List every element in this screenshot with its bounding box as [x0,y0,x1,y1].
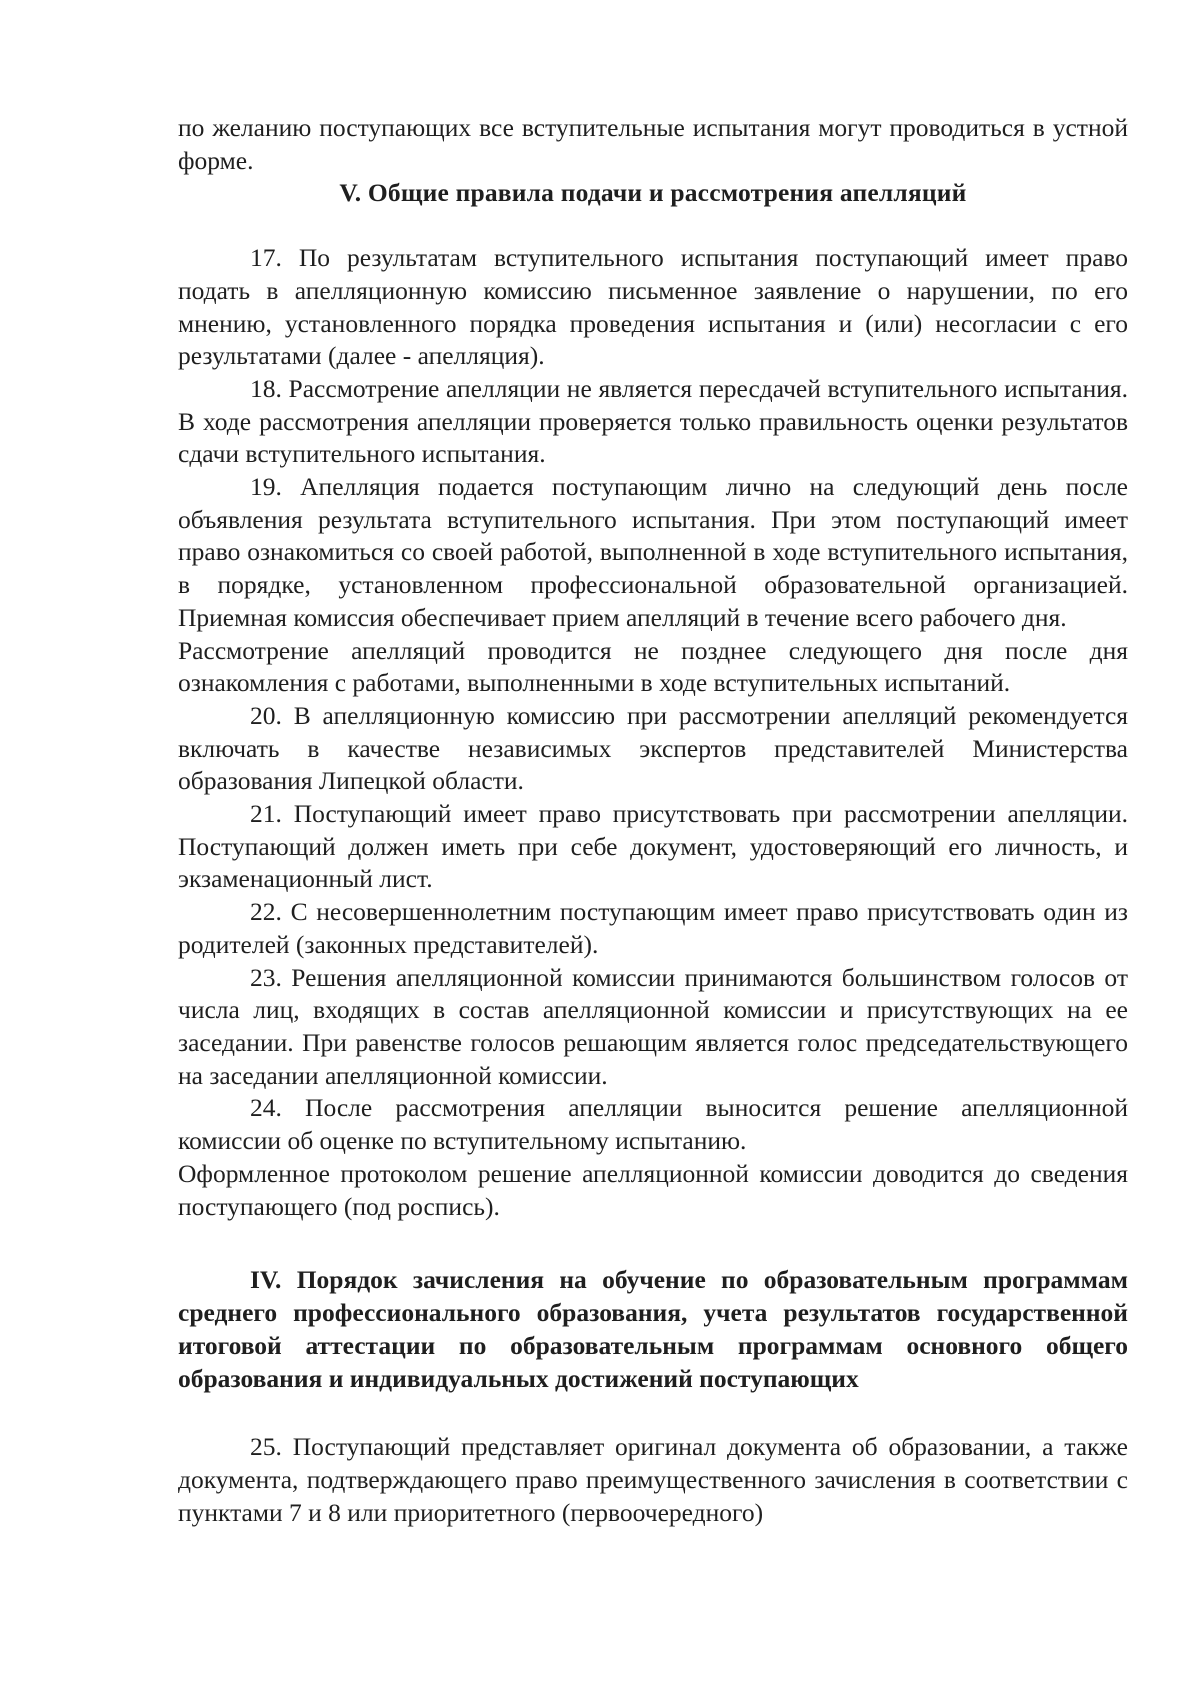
paragraph-24: 24. После рассмотрения апелляции выносится решение апелляционной комиссии об оценке по вступительному испытанию. [178,1093,1128,1156]
paragraph-25: 25. Поступающий представляет оригинал документа об образовании, а также документа, подтверждающего право преимущественного зачисления в соответствии с пунктами 7 и 8 или приоритетного (первоочередного) [178,1432,1128,1527]
paragraph-19: 19. Апелляция подается поступающим лично на следующий день после объявления результата вступительного испытания. При этом поступающий имеет право ознакомиться со своей работой, выполненной в ходе вступительного испытания, в порядке, установленном профессиональной образовательной организацией. Приемная комиссия обеспечивает прием апелляций в течение всего рабочего дня. [178,472,1128,632]
intro-paragraph: по желанию поступающих все вступительные испытания могут проводиться в устной форме. [178,113,1128,175]
paragraph-19-continuation: Рассмотрение апелляций проводится не позднее следующего дня после дня ознакомления с работами, выполненными в ходе вступительных испытаний. [178,635,1128,698]
section-iv-heading: IV. Порядок зачисления на обучение по образовательным программам среднего профессионального образования, учета результатов государственной итоговой аттестации по образовательным программам основного общего образования и индивидуальных достижений поступающих [178,1265,1128,1394]
paragraph-23: 23. Решения апелляционной комиссии принимаются большинством голосов от числа лиц, входящих в состав апелляционной комиссии и присутствующих на ее заседании. При равенстве голосов решающим является голос председательствующего на заседании апелляционной комиссии. [178,962,1128,1090]
spacer [178,210,1128,242]
paragraph-20: 20. В апелляционную комиссию при рассмотрении апелляций рекомендуется включать в качестве независимых экспертов представителей Министерства образования Липецкой области. [178,700,1128,796]
section-v-heading: V. Общие правила подачи и рассмотрения апелляций [339,178,967,208]
paragraph-18: 18. Рассмотрение апелляции не является пересдачей вступительного испытания. В ходе рассмотрения апелляции проверяется только правильность оценки результатов сдачи вступительного испытания. [178,373,1128,469]
spacer [178,1395,1128,1431]
paragraph-24-continuation: Оформленное протоколом решение апелляционной комиссии доводится до сведения поступающего (под роспись). [178,1158,1128,1221]
spacer [178,1223,1128,1263]
document-page [178,112,1128,1529]
paragraph-22: 22. С несовершеннолетним поступающим имеет право присутствовать один из родителей (законных представителей). [178,897,1128,959]
paragraph-17: 17. По результатам вступительного испытания поступающий имеет право подать в апелляционную комиссию письменное заявление о нарушении, по его мнению, установленного порядка проведения испытания и (или) несогласии с его результатами (далее - апелляция). [178,243,1128,371]
paragraph-21: 21. Поступающий имеет право присутствовать при рассмотрении апелляции. Поступающий должен иметь при себе документ, удостоверяющий его личность, и экзаменационный лист. [178,799,1128,894]
